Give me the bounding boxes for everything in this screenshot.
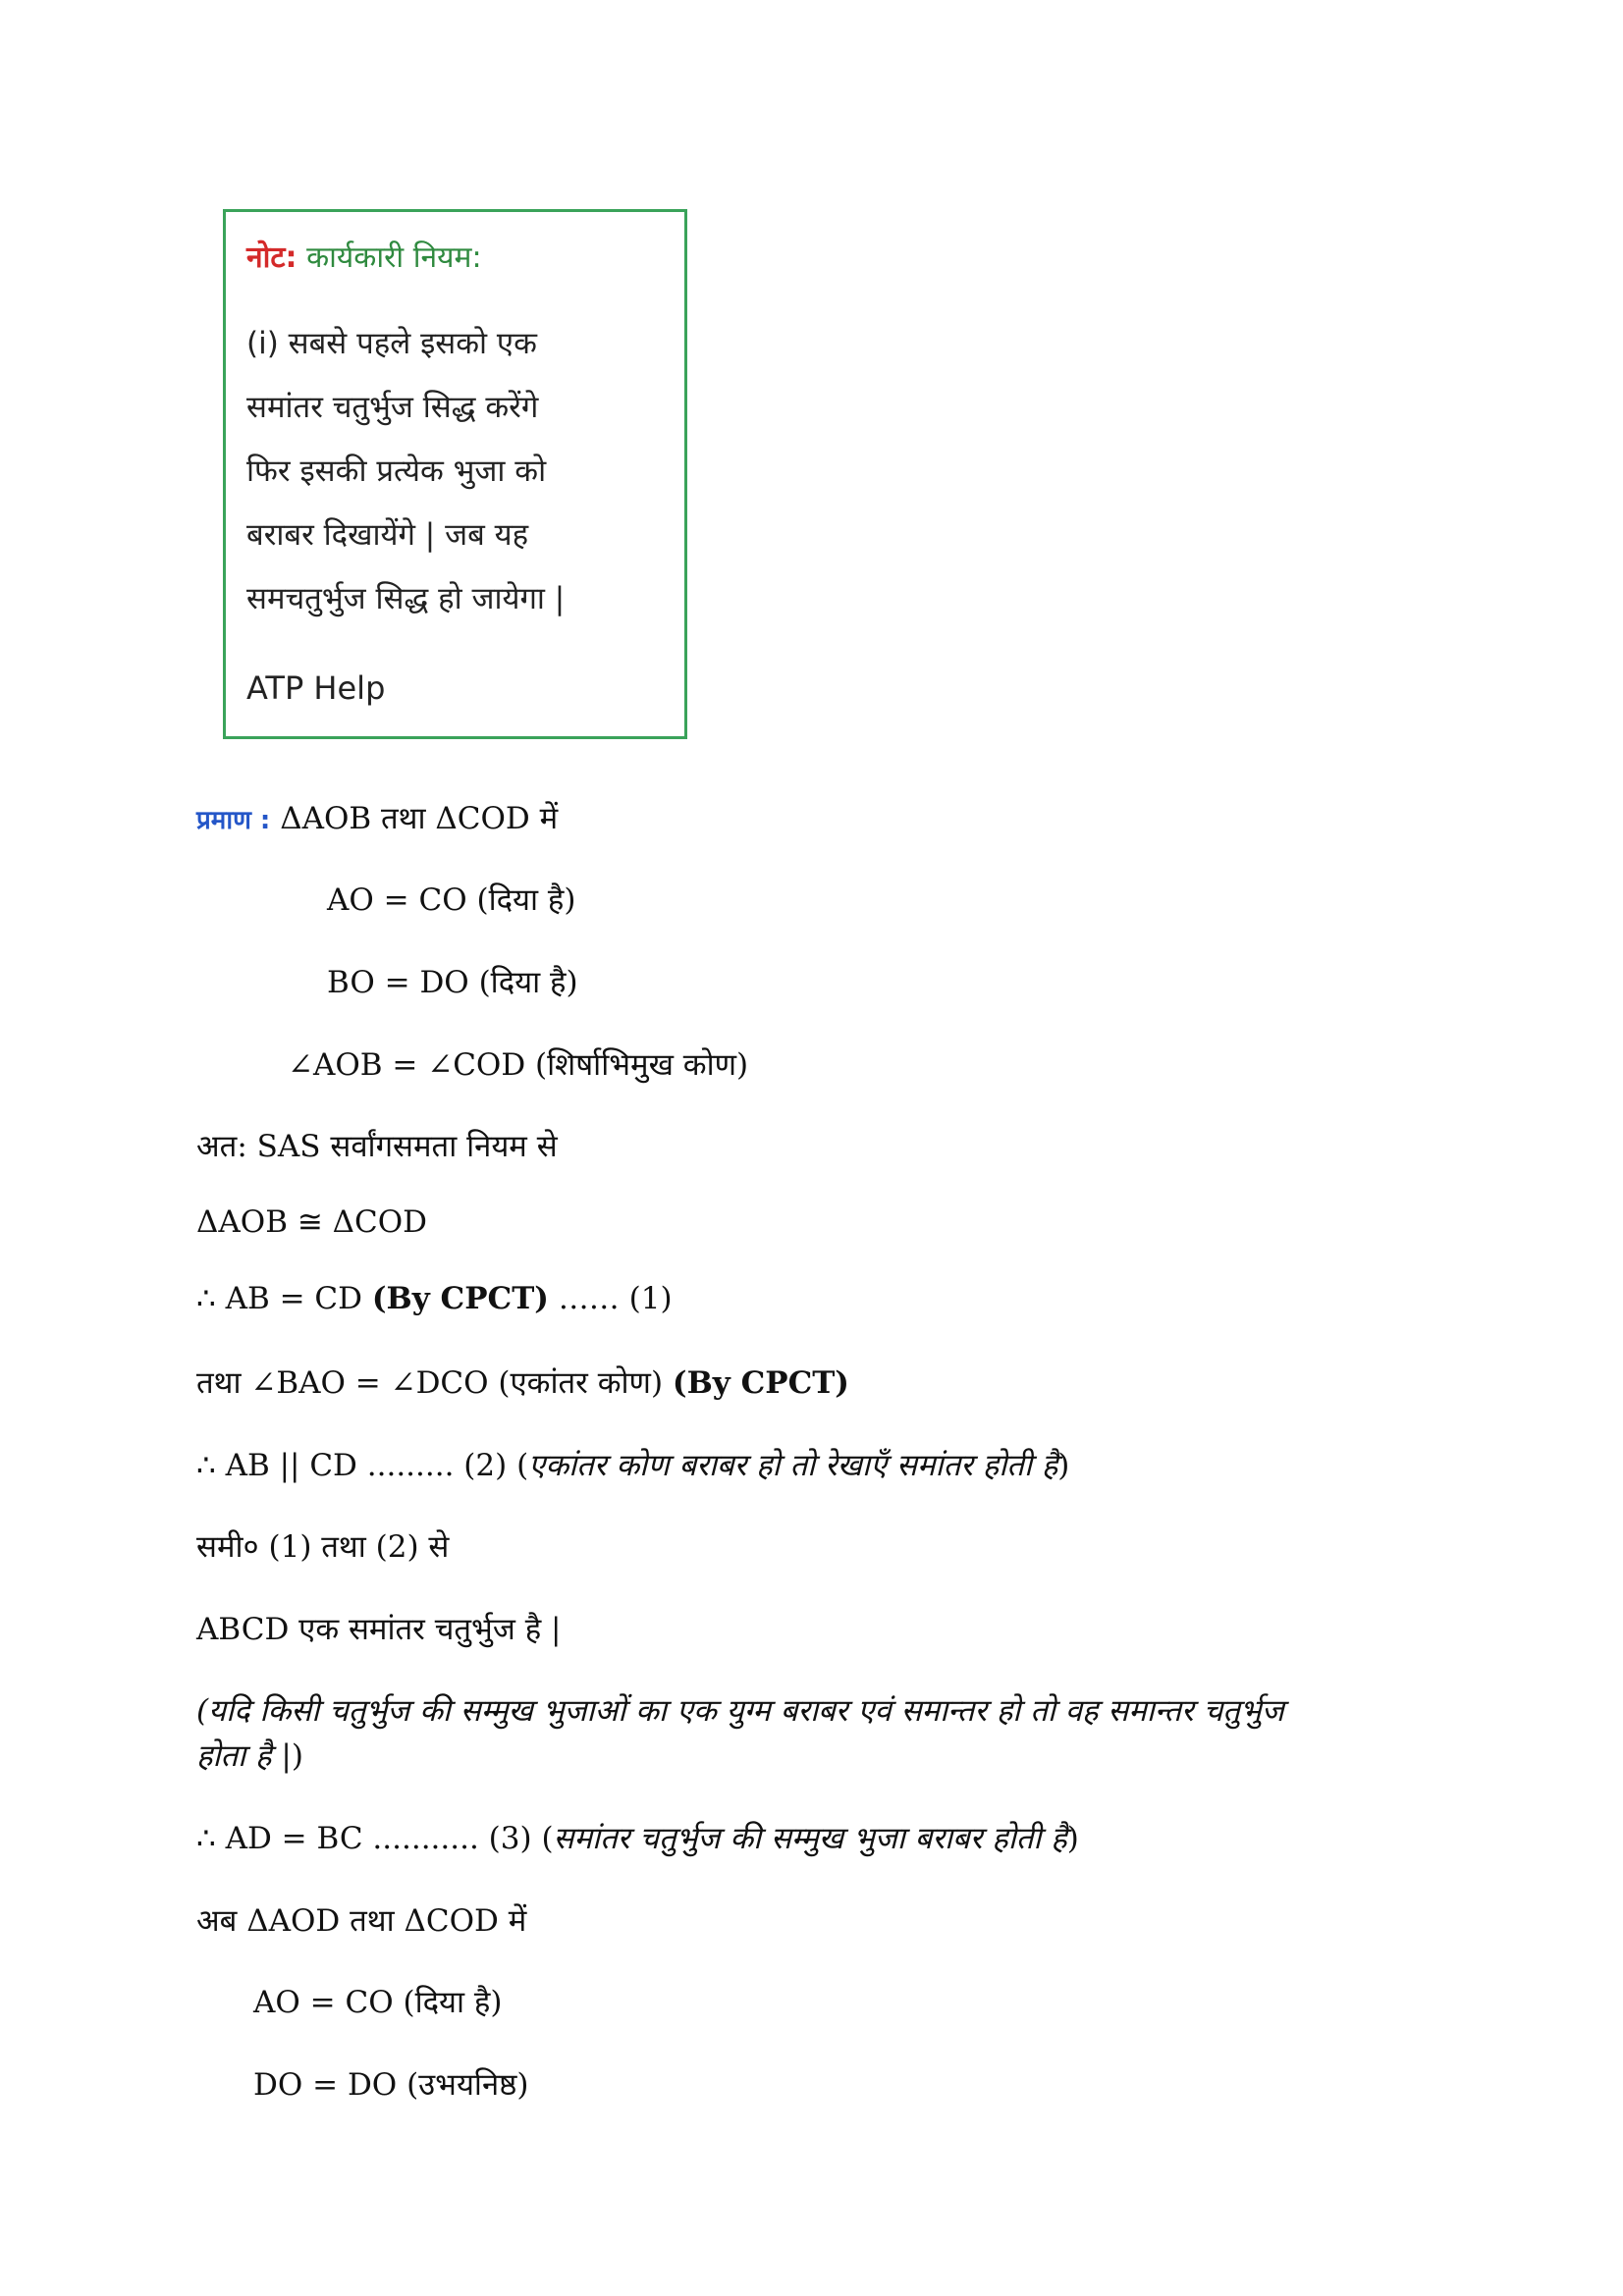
proof-line-6: ΔAOB ≅ ΔCOD xyxy=(196,1204,428,1240)
proof-line-13-a: ∴ AD = BC ........... (3) ( xyxy=(196,1821,554,1856)
proof-line-8 xyxy=(196,1362,849,1403)
proof-line-9-c: ) xyxy=(1057,1448,1070,1483)
note-line-4: बराबर दिखायेंगे | जब यह xyxy=(246,517,529,553)
proof-line-11: ABCD एक समांतर चतुर्भुज है | xyxy=(196,1612,562,1647)
proof-line-7-cpct: (By CPCT) xyxy=(371,1281,549,1316)
note-heading: कार्यकारी नियम: xyxy=(306,240,482,275)
proof-line-13 xyxy=(196,1817,1079,1858)
note-footer: ATP Help xyxy=(246,669,386,707)
proof-line-10: समी० (1) तथा (2) से xyxy=(196,1529,450,1565)
proof-line-4: ∠AOB = ∠COD (शिर्षाभिमुख कोण) xyxy=(288,1047,749,1083)
proof-line-12-c: ) xyxy=(291,1738,303,1774)
proof-line-8-cpct: (By CPCT) xyxy=(672,1365,849,1401)
note-line-2: समांतर चतुर्भुज सिद्ध करेंगे xyxy=(246,390,539,425)
proof-line-7-a: ∴ AB = CD xyxy=(196,1281,372,1316)
proof-line-15: AO = CO (दिया है) xyxy=(253,1985,503,2020)
proof-line-8-a: तथा ∠BAO = ∠DCO (एकांतर कोण) xyxy=(196,1365,673,1401)
proof-line-12-b: होता है | xyxy=(196,1738,292,1774)
proof-line-12-a: (यदि किसी चतुर्भुज की सम्मुख भुजाओं का एक युग्म बराबर एवं समान्तर हो तो वह समान्तर चतुर्भुज xyxy=(196,1693,1284,1729)
proof-line-5: अत: SAS सर्वांगसमता नियम से xyxy=(196,1129,558,1164)
note-box xyxy=(223,209,687,739)
proof-line-12-cont xyxy=(196,1735,303,1776)
proof-line-7 xyxy=(196,1281,673,1316)
proof-line-1 xyxy=(196,797,558,838)
proof-line-1-text: ΔAOB तथा ΔCOD में xyxy=(280,801,559,836)
note-title xyxy=(246,236,482,276)
proof-line-16: DO = DO (उभयनिष्ठ) xyxy=(253,2067,529,2103)
proof-line-3: BO = DO (दिया है) xyxy=(327,965,578,1000)
proof-line-13-c: ) xyxy=(1066,1821,1079,1856)
proof-line-7-c: …… (1) xyxy=(548,1281,673,1316)
note-line-5: समचतुर्भुज सिद्ध हो जायेगा | xyxy=(246,581,566,616)
proof-label: प्रमाण : xyxy=(196,806,271,835)
proof-line-9-reason: एकांतर कोण बराबर हो तो रेखाएँ समांतर होती है xyxy=(528,1448,1058,1483)
proof-line-2: AO = CO (दिया है) xyxy=(327,882,576,918)
proof-line-12 xyxy=(196,1689,1284,1731)
note-label: नोट: xyxy=(246,240,298,275)
proof-line-14: अब ΔAOD तथा ΔCOD में xyxy=(196,1903,527,1939)
proof-line-13-reason: समांतर चतुर्भुज की सम्मुख भुजा बराबर होती है xyxy=(553,1821,1067,1856)
note-line-1: (i) सबसे पहले इसको एक xyxy=(246,326,537,361)
proof-line-9-a: ∴ AB || CD ......... (2) ( xyxy=(196,1448,529,1483)
note-line-3: फिर इसकी प्रत्येक भुजा को xyxy=(246,454,547,489)
proof-line-9 xyxy=(196,1444,1069,1485)
